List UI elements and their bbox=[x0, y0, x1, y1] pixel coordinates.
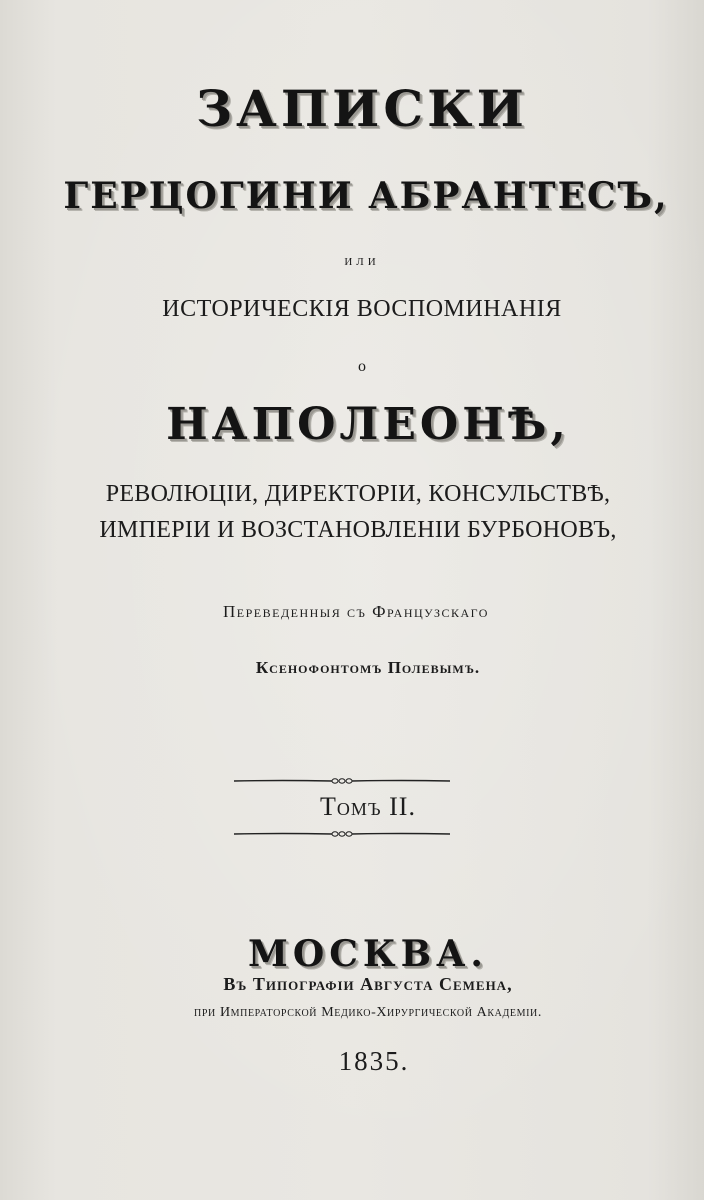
topics-line-1: РЕВОЛЮЦІИ, ДИРЕКТОРІИ, КОНСУЛЬСТВѢ, bbox=[105, 481, 611, 507]
preposition-text: о bbox=[358, 358, 366, 375]
ornamental-rule-top bbox=[232, 776, 452, 786]
book-title: ЗАПИСКИ bbox=[196, 79, 528, 138]
topics-line-2: ИМПЕРІИ И ВОЗСТАНОВЛЕНІИ БУРБОНОВЪ, bbox=[99, 517, 617, 543]
ornamental-rule-bottom bbox=[232, 829, 452, 839]
volume-label: Томъ II. bbox=[320, 792, 416, 821]
memoirs-line: ИСТОРИЧЕСКІЯ ВОСПОМИНАНІЯ bbox=[162, 296, 562, 322]
publication-city: МОСКВА. bbox=[248, 933, 488, 975]
translated-from-line: Переведенныя съ Французскаго bbox=[223, 602, 489, 621]
conjunction-text: или bbox=[344, 253, 380, 269]
translator-line: Ксенофонтомъ Полевымъ. bbox=[255, 658, 481, 677]
subject-heading: НАПОЛЕОНѢ, bbox=[166, 399, 570, 450]
book-subtitle: ГЕРЦОГИНИ АБРАНТЕСЪ, bbox=[63, 175, 669, 217]
publication-year: 1835. bbox=[338, 1046, 410, 1076]
printer-line: Въ Типографіи Августа Семена, bbox=[223, 974, 513, 994]
academy-line: при Императорской Медико-Хирургической Академіи. bbox=[194, 1005, 542, 1020]
